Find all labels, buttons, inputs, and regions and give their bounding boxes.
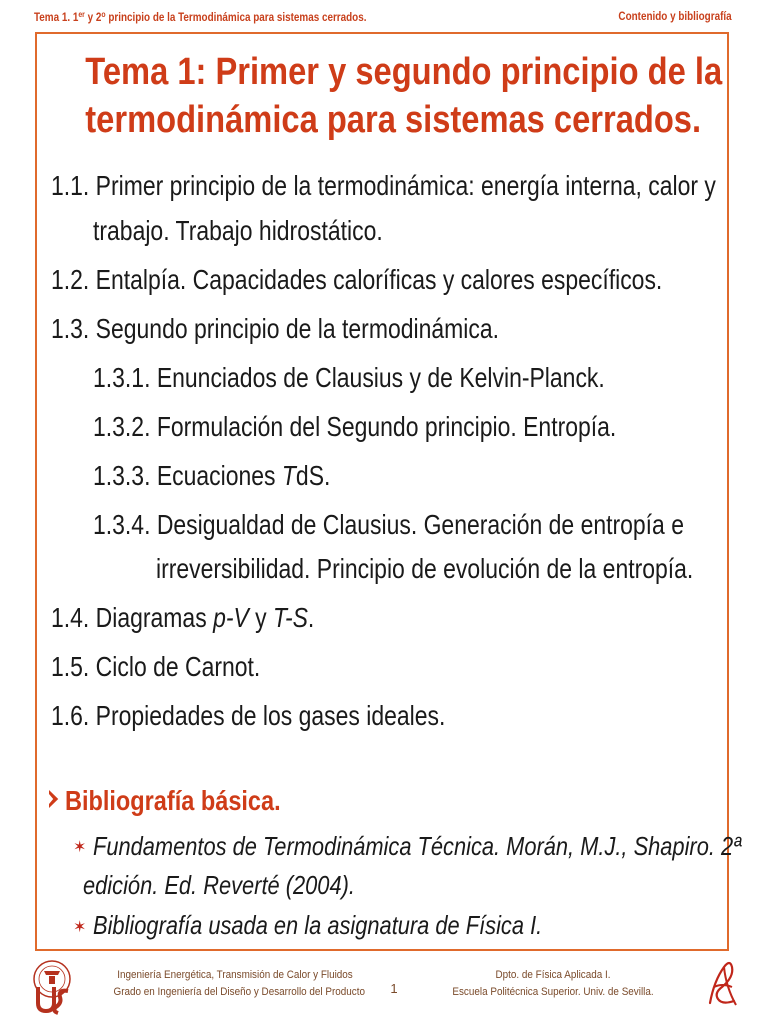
toc-item-1-1-cont: trabajo. Trabajo hidrostático. — [93, 215, 383, 246]
star-bullet-icon: ✶ — [73, 839, 87, 856]
bibliography-heading: Bibliografía básica. — [49, 784, 281, 818]
star-bullet-icon: ✶ — [73, 919, 87, 936]
toc-item-1-3: 1.3. Segundo principio de la termodinámica. — [51, 313, 499, 344]
footer-dept-line: Dpto. de Física Aplicada I. — [495, 969, 611, 981]
page-header — [34, 6, 732, 30]
footer-course — [113, 967, 365, 1001]
toc-item-1-3-1: 1.3.1. Enunciados de Clausius y de Kelvin-Planck. — [93, 362, 605, 393]
bibliography-item-2: Bibliografía usada en la asignatura de Física I. — [93, 910, 543, 940]
toc-item-1-2: 1.2. Entalpía. Capacidades caloríficas y calores específicos. — [51, 264, 663, 295]
slide-frame — [35, 32, 742, 951]
title-line: Tema 1: Primer y segundo principio de la — [85, 51, 723, 93]
toc-item-1-4: 1.4. Diagramas p-V y T-S. — [51, 602, 315, 633]
toc-item-1-3-3: 1.3.3. Ecuaciones TdS. — [93, 460, 331, 491]
footer-course-line: Ingeniería Energética, Transmisión de Calor y Fluidos — [117, 969, 353, 981]
bibliography-item-1-cont: edición. Ed. Reverté (2004). — [83, 870, 355, 900]
footer-department — [451, 967, 654, 1001]
toc-item-1-1: 1.1. Primer principio de la termodinámica: energía interna, calor y — [51, 170, 716, 201]
toc-item-1-3-2: 1.3.2. Formulación del Segundo principio. Entropía. — [93, 411, 617, 442]
university-seal-logo — [30, 959, 74, 1015]
footer-course-line: Grado en Ingeniería del Diseño y Desarrollo del Producto — [113, 986, 365, 998]
bibliography-item-1: Fundamentos de Termodinámica Técnica. Morán, M.J., Shapiro. 2ª — [93, 831, 742, 861]
toc-item-1-5: 1.5. Ciclo de Carnot. — [51, 651, 261, 682]
arrow-bullet-icon — [49, 790, 58, 808]
department-logo — [704, 957, 740, 1011]
page-number: 1 — [390, 981, 398, 996]
toc-item-1-3-4-cont: irreversibilidad. Principio de evolución de la entropía. — [156, 553, 694, 584]
header-section: Contenido y bibliografía — [618, 11, 732, 23]
footer-dept-line: Escuela Politécnica Superior. Univ. de Sevilla. — [452, 986, 654, 998]
header-topic: Tema 1. 1er y 2$^o$ principio de la Termodinámica para sistemas cerrados. — [34, 10, 367, 24]
page-footer — [0, 955, 768, 1024]
slide-title — [85, 48, 723, 144]
toc-item-1-3-4: 1.3.4. Desigualdad de Clausius. Generación de entropía e — [93, 509, 684, 540]
title-line: termodinámica para sistemas cerrados. — [85, 99, 702, 141]
toc-item-1-6: 1.6. Propiedades de los gases ideales. — [51, 700, 446, 731]
